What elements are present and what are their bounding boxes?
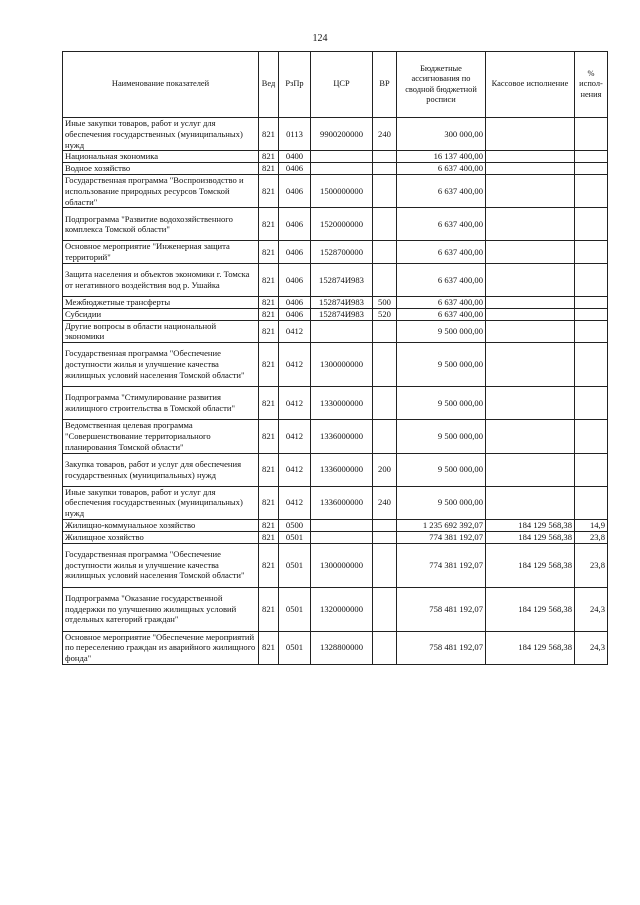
cell-rzpr: 0400 <box>279 151 311 163</box>
cell-csr: 152874И983 <box>311 308 373 320</box>
cell-percent: 14,9 <box>575 519 608 531</box>
cell-ved: 821 <box>259 519 279 531</box>
col-header-csr: ЦСР <box>311 52 373 118</box>
table-row <box>63 486 608 519</box>
cell-budget: 9 500 000,00 <box>397 486 486 519</box>
cell-ved: 821 <box>259 453 279 486</box>
cell-rzpr: 0412 <box>279 420 311 453</box>
cell-rzpr: 0406 <box>279 308 311 320</box>
cell-vr <box>373 163 397 175</box>
table-row <box>63 343 608 387</box>
cell-name: Иные закупки товаров, работ и услуг для обеспечения государственных (муниципальных) нужд <box>63 486 259 519</box>
cell-name: Подпрограмма "Развитие водохозяйственного комплекса Томской области" <box>63 208 259 241</box>
cell-csr: 1336000000 <box>311 453 373 486</box>
cell-budget: 6 637 400,00 <box>397 208 486 241</box>
cell-percent <box>575 263 608 296</box>
cell-execution: 184 129 568,38 <box>486 519 575 531</box>
table-row <box>63 174 608 207</box>
cell-vr <box>373 420 397 453</box>
cell-execution <box>486 241 575 264</box>
cell-ved: 821 <box>259 343 279 387</box>
cell-name: Государственная программа "Обеспечение доступности жилья и улучшение качества жилищных условий населения Томской области" <box>63 343 259 387</box>
cell-rzpr: 0406 <box>279 208 311 241</box>
cell-percent <box>575 241 608 264</box>
cell-percent <box>575 453 608 486</box>
col-header-execution: Кассовое исполнение <box>486 52 575 118</box>
cell-execution <box>486 118 575 151</box>
cell-budget: 774 381 192,07 <box>397 531 486 543</box>
cell-execution <box>486 387 575 420</box>
cell-ved: 821 <box>259 320 279 343</box>
cell-percent <box>575 151 608 163</box>
cell-execution <box>486 343 575 387</box>
cell-vr: 240 <box>373 118 397 151</box>
cell-rzpr: 0113 <box>279 118 311 151</box>
cell-execution <box>486 420 575 453</box>
cell-rzpr: 0412 <box>279 387 311 420</box>
cell-budget: 9 500 000,00 <box>397 420 486 453</box>
cell-percent <box>575 486 608 519</box>
cell-csr: 1300000000 <box>311 343 373 387</box>
table-header <box>63 52 608 118</box>
cell-name: Подпрограмма "Стимулирование развития жилищного строительства в Томской области" <box>63 387 259 420</box>
cell-execution <box>486 263 575 296</box>
cell-name: Защита населения и объектов экономики г. Томска от негативного воздействия вод р. Ушайка <box>63 263 259 296</box>
cell-rzpr: 0501 <box>279 631 311 664</box>
cell-vr: 240 <box>373 486 397 519</box>
cell-budget: 9 500 000,00 <box>397 320 486 343</box>
cell-ved: 821 <box>259 118 279 151</box>
table-row <box>63 453 608 486</box>
cell-ved: 821 <box>259 174 279 207</box>
col-header-rzpr: РзПр <box>279 52 311 118</box>
cell-csr: 1520000000 <box>311 208 373 241</box>
cell-budget: 9 500 000,00 <box>397 387 486 420</box>
cell-vr <box>373 263 397 296</box>
cell-ved: 821 <box>259 208 279 241</box>
cell-budget: 1 235 692 392,07 <box>397 519 486 531</box>
cell-csr <box>311 320 373 343</box>
cell-name: Национальная экономика <box>63 151 259 163</box>
cell-vr <box>373 519 397 531</box>
table-row <box>63 151 608 163</box>
cell-name: Основное мероприятие "Инженерная защита территорий" <box>63 241 259 264</box>
cell-ved: 821 <box>259 151 279 163</box>
cell-rzpr: 0500 <box>279 519 311 531</box>
cell-ved: 821 <box>259 631 279 664</box>
cell-budget: 9 500 000,00 <box>397 453 486 486</box>
col-header-budget: Бюджетные ассигнования по сводной бюджетной росписи <box>397 52 486 118</box>
table-row <box>63 631 608 664</box>
table-row <box>63 208 608 241</box>
cell-vr <box>373 208 397 241</box>
cell-vr: 500 <box>373 296 397 308</box>
table-row <box>63 118 608 151</box>
cell-rzpr: 0501 <box>279 587 311 631</box>
cell-name: Жилищное хозяйство <box>63 531 259 543</box>
cell-rzpr: 0406 <box>279 296 311 308</box>
budget-table <box>62 51 608 665</box>
cell-vr <box>373 343 397 387</box>
cell-csr: 152874И983 <box>311 263 373 296</box>
cell-vr <box>373 631 397 664</box>
cell-percent: 24,3 <box>575 587 608 631</box>
cell-name: Другие вопросы в области национальной экономики <box>63 320 259 343</box>
cell-vr: 520 <box>373 308 397 320</box>
table-row <box>63 241 608 264</box>
cell-csr: 1528700000 <box>311 241 373 264</box>
cell-rzpr: 0412 <box>279 320 311 343</box>
cell-ved: 821 <box>259 543 279 587</box>
cell-vr <box>373 241 397 264</box>
cell-rzpr: 0501 <box>279 543 311 587</box>
cell-rzpr: 0406 <box>279 163 311 175</box>
cell-csr: 1500000000 <box>311 174 373 207</box>
cell-vr <box>373 531 397 543</box>
col-header-percent: % испол-нения <box>575 52 608 118</box>
cell-ved: 821 <box>259 486 279 519</box>
cell-budget: 6 637 400,00 <box>397 296 486 308</box>
cell-execution: 184 129 568,38 <box>486 631 575 664</box>
cell-percent <box>575 208 608 241</box>
col-header-name: Наименование показателей <box>63 52 259 118</box>
table-row <box>63 543 608 587</box>
cell-budget: 6 637 400,00 <box>397 241 486 264</box>
cell-csr: 9900200000 <box>311 118 373 151</box>
cell-budget: 774 381 192,07 <box>397 543 486 587</box>
cell-vr <box>373 587 397 631</box>
cell-budget: 300 000,00 <box>397 118 486 151</box>
table-row <box>63 420 608 453</box>
cell-percent <box>575 343 608 387</box>
cell-ved: 821 <box>259 420 279 453</box>
table-row <box>63 320 608 343</box>
cell-budget: 16 137 400,00 <box>397 151 486 163</box>
col-header-ved: Вед <box>259 52 279 118</box>
cell-csr <box>311 531 373 543</box>
cell-percent <box>575 118 608 151</box>
table-row <box>63 519 608 531</box>
cell-percent <box>575 387 608 420</box>
cell-csr: 1300000000 <box>311 543 373 587</box>
cell-csr: 1328800000 <box>311 631 373 664</box>
cell-vr <box>373 387 397 420</box>
cell-budget: 6 637 400,00 <box>397 263 486 296</box>
cell-ved: 821 <box>259 296 279 308</box>
cell-percent <box>575 296 608 308</box>
cell-percent <box>575 320 608 343</box>
cell-percent <box>575 174 608 207</box>
cell-csr: 1330000000 <box>311 387 373 420</box>
cell-ved: 821 <box>259 308 279 320</box>
table-row <box>63 587 608 631</box>
cell-percent: 23,8 <box>575 531 608 543</box>
cell-percent <box>575 308 608 320</box>
page-number: 124 <box>312 33 328 44</box>
cell-ved: 821 <box>259 241 279 264</box>
cell-ved: 821 <box>259 163 279 175</box>
cell-budget: 6 637 400,00 <box>397 308 486 320</box>
cell-csr <box>311 519 373 531</box>
cell-csr: 152874И983 <box>311 296 373 308</box>
cell-budget: 758 481 192,07 <box>397 631 486 664</box>
cell-name: Закупка товаров, работ и услуг для обеспечения государственных (муниципальных) нужд <box>63 453 259 486</box>
cell-name: Иные закупки товаров, работ и услуг для обеспечения государственных (муниципальных) нужд <box>63 118 259 151</box>
cell-name: Государственная программа "Воспроизводство и использование природных ресурсов Томской области" <box>63 174 259 207</box>
cell-name: Субсидии <box>63 308 259 320</box>
table-row <box>63 296 608 308</box>
table-row <box>63 531 608 543</box>
table-row <box>63 387 608 420</box>
cell-rzpr: 0406 <box>279 263 311 296</box>
cell-budget: 758 481 192,07 <box>397 587 486 631</box>
cell-execution <box>486 320 575 343</box>
cell-percent <box>575 163 608 175</box>
cell-percent <box>575 420 608 453</box>
cell-percent: 23,8 <box>575 543 608 587</box>
cell-execution: 184 129 568,38 <box>486 543 575 587</box>
table-row <box>63 308 608 320</box>
cell-name: Жилищно-коммунальное хозяйство <box>63 519 259 531</box>
cell-ved: 821 <box>259 263 279 296</box>
cell-execution <box>486 453 575 486</box>
cell-execution: 184 129 568,38 <box>486 587 575 631</box>
cell-vr <box>373 174 397 207</box>
cell-execution <box>486 208 575 241</box>
cell-ved: 821 <box>259 387 279 420</box>
cell-name: Межбюджетные трансферты <box>63 296 259 308</box>
cell-budget: 6 637 400,00 <box>397 163 486 175</box>
cell-ved: 821 <box>259 531 279 543</box>
cell-vr <box>373 320 397 343</box>
table-row <box>63 263 608 296</box>
cell-rzpr: 0501 <box>279 531 311 543</box>
cell-csr <box>311 151 373 163</box>
cell-budget: 6 637 400,00 <box>397 174 486 207</box>
cell-vr <box>373 543 397 587</box>
table-row <box>63 163 608 175</box>
cell-csr: 1320000000 <box>311 587 373 631</box>
cell-rzpr: 0412 <box>279 343 311 387</box>
cell-vr: 200 <box>373 453 397 486</box>
col-header-vr: ВР <box>373 52 397 118</box>
cell-rzpr: 0412 <box>279 453 311 486</box>
cell-name: Подпрограмма "Оказание государственной поддержки по улучшению жилищных условий отдельных категорий граждан" <box>63 587 259 631</box>
cell-ved: 821 <box>259 587 279 631</box>
cell-execution <box>486 308 575 320</box>
cell-rzpr: 0406 <box>279 241 311 264</box>
cell-csr: 1336000000 <box>311 420 373 453</box>
cell-name: Ведомственная целевая программа "Совершенствование территориального планирования Томской области" <box>63 420 259 453</box>
cell-execution <box>486 151 575 163</box>
cell-execution: 184 129 568,38 <box>486 531 575 543</box>
cell-csr: 1336000000 <box>311 486 373 519</box>
cell-budget: 9 500 000,00 <box>397 343 486 387</box>
cell-csr <box>311 163 373 175</box>
cell-rzpr: 0412 <box>279 486 311 519</box>
cell-execution <box>486 296 575 308</box>
cell-execution <box>486 486 575 519</box>
cell-rzpr: 0406 <box>279 174 311 207</box>
cell-vr <box>373 151 397 163</box>
cell-name: Государственная программа "Обеспечение доступности жилья и улучшение качества жилищных условий населения Томской области" <box>63 543 259 587</box>
cell-name: Основное мероприятие "Обеспечение мероприятий по переселению граждан из аварийного жилищного фонда" <box>63 631 259 664</box>
cell-percent: 24,3 <box>575 631 608 664</box>
cell-execution <box>486 174 575 207</box>
cell-name: Водное хозяйство <box>63 163 259 175</box>
cell-execution <box>486 163 575 175</box>
